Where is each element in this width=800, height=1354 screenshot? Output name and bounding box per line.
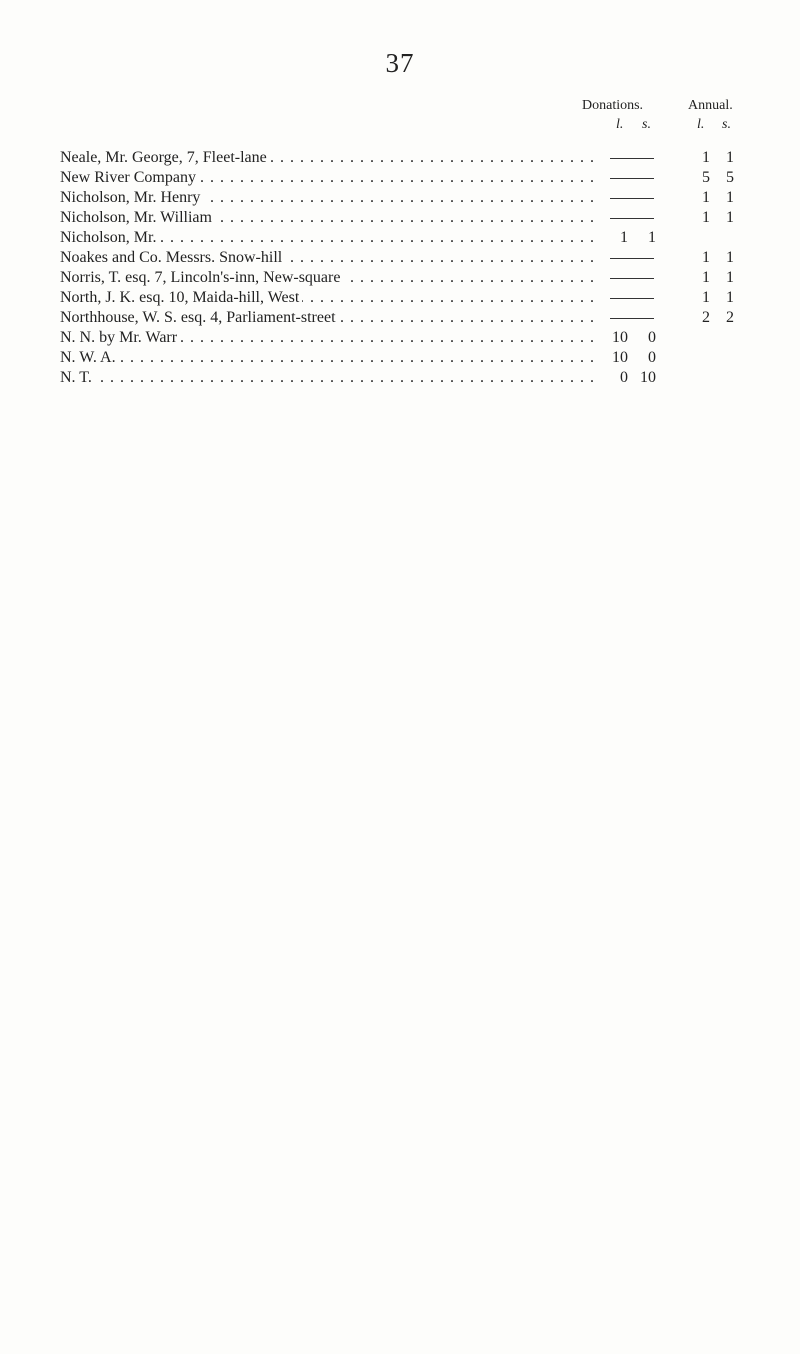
donation-blank-rule	[610, 218, 654, 219]
annual-amount: 1	[702, 149, 710, 166]
entry-name	[60, 148, 600, 168]
list-entry	[0, 368, 800, 388]
donation-blank-rule	[610, 318, 654, 319]
annual-unit-l: l.	[697, 117, 705, 132]
annual-amount: 1	[726, 189, 734, 206]
entry-text: Nicholson, Mr. William	[60, 209, 215, 226]
donations-unit-s: s.	[642, 117, 651, 132]
list-entry	[0, 328, 800, 348]
donation-blank-rule	[610, 198, 654, 199]
entry-text: New River Company	[60, 169, 199, 186]
donation-amount: 0	[648, 329, 656, 346]
entry-text: North, J. K. esq. 10, Maida-hill, West	[60, 289, 302, 306]
donation-blank-rule	[610, 258, 654, 259]
donations-unit-l: l.	[616, 117, 624, 132]
annual-amount: 2	[726, 309, 734, 326]
list-entry	[0, 268, 800, 288]
entry-name	[60, 348, 600, 368]
entry-text: Neale, Mr. George, 7, Fleet-lane	[60, 149, 270, 166]
donation-blank-rule	[610, 178, 654, 179]
annual-amount: 5	[702, 169, 710, 186]
annual-amount: 1	[726, 289, 734, 306]
entry-text: Noakes and Co. Messrs. Snow-hill	[60, 249, 285, 266]
list-entry	[0, 348, 800, 368]
entry-text: N. N. by Mr. Warr	[60, 329, 180, 346]
donation-blank-rule	[610, 278, 654, 279]
entry-text: N. T.	[60, 369, 95, 386]
annual-amount: 2	[702, 309, 710, 326]
entry-name	[60, 308, 600, 328]
annual-amount: 1	[726, 249, 734, 266]
entry-name	[60, 368, 600, 388]
entry-name	[60, 268, 600, 288]
donations-header: Donations.	[582, 98, 644, 113]
list-entry	[0, 168, 800, 188]
entry-name	[60, 328, 600, 348]
donation-blank-rule	[610, 158, 654, 159]
donation-amount: 1	[648, 229, 656, 246]
entry-name	[60, 168, 600, 188]
entry-text: N. W. A.	[60, 349, 119, 366]
entry-name	[60, 208, 600, 228]
list-entry	[0, 288, 800, 308]
entry-name	[60, 228, 600, 248]
donation-amount: 0	[648, 349, 656, 366]
annual-header: Annual.	[688, 98, 733, 113]
list-entry	[0, 248, 800, 268]
donation-amount: 1	[620, 229, 628, 246]
list-entry	[0, 228, 800, 248]
donation-amount: 10	[640, 369, 656, 386]
entry-name	[60, 248, 600, 268]
entry-text: Northhouse, W. S. esq. 4, Parliament-street	[60, 309, 339, 326]
annual-amount: 1	[726, 269, 734, 286]
annual-amount: 1	[702, 249, 710, 266]
list-entry	[0, 308, 800, 328]
list-entry	[0, 208, 800, 228]
donation-blank-rule	[610, 298, 654, 299]
annual-amount: 1	[702, 269, 710, 286]
donation-amount: 10	[612, 329, 628, 346]
page-number: 37	[385, 48, 415, 78]
entry-name	[60, 288, 600, 308]
annual-amount: 5	[726, 169, 734, 186]
annual-amount: 1	[726, 149, 734, 166]
donation-amount: 0	[620, 369, 628, 386]
list-entry	[0, 148, 800, 168]
annual-unit-s: s.	[722, 117, 731, 132]
annual-amount: 1	[726, 209, 734, 226]
entry-text: Nicholson, Mr.	[60, 229, 159, 246]
entry-name	[60, 188, 600, 208]
entry-text: Nicholson, Mr. Henry	[60, 189, 203, 206]
entry-text: Norris, T. esq. 7, Lincoln's-inn, New-square	[60, 269, 343, 286]
list-entry	[0, 188, 800, 208]
donation-amount: 10	[612, 349, 628, 366]
annual-amount: 1	[702, 289, 710, 306]
annual-amount: 1	[702, 189, 710, 206]
annual-amount: 1	[702, 209, 710, 226]
